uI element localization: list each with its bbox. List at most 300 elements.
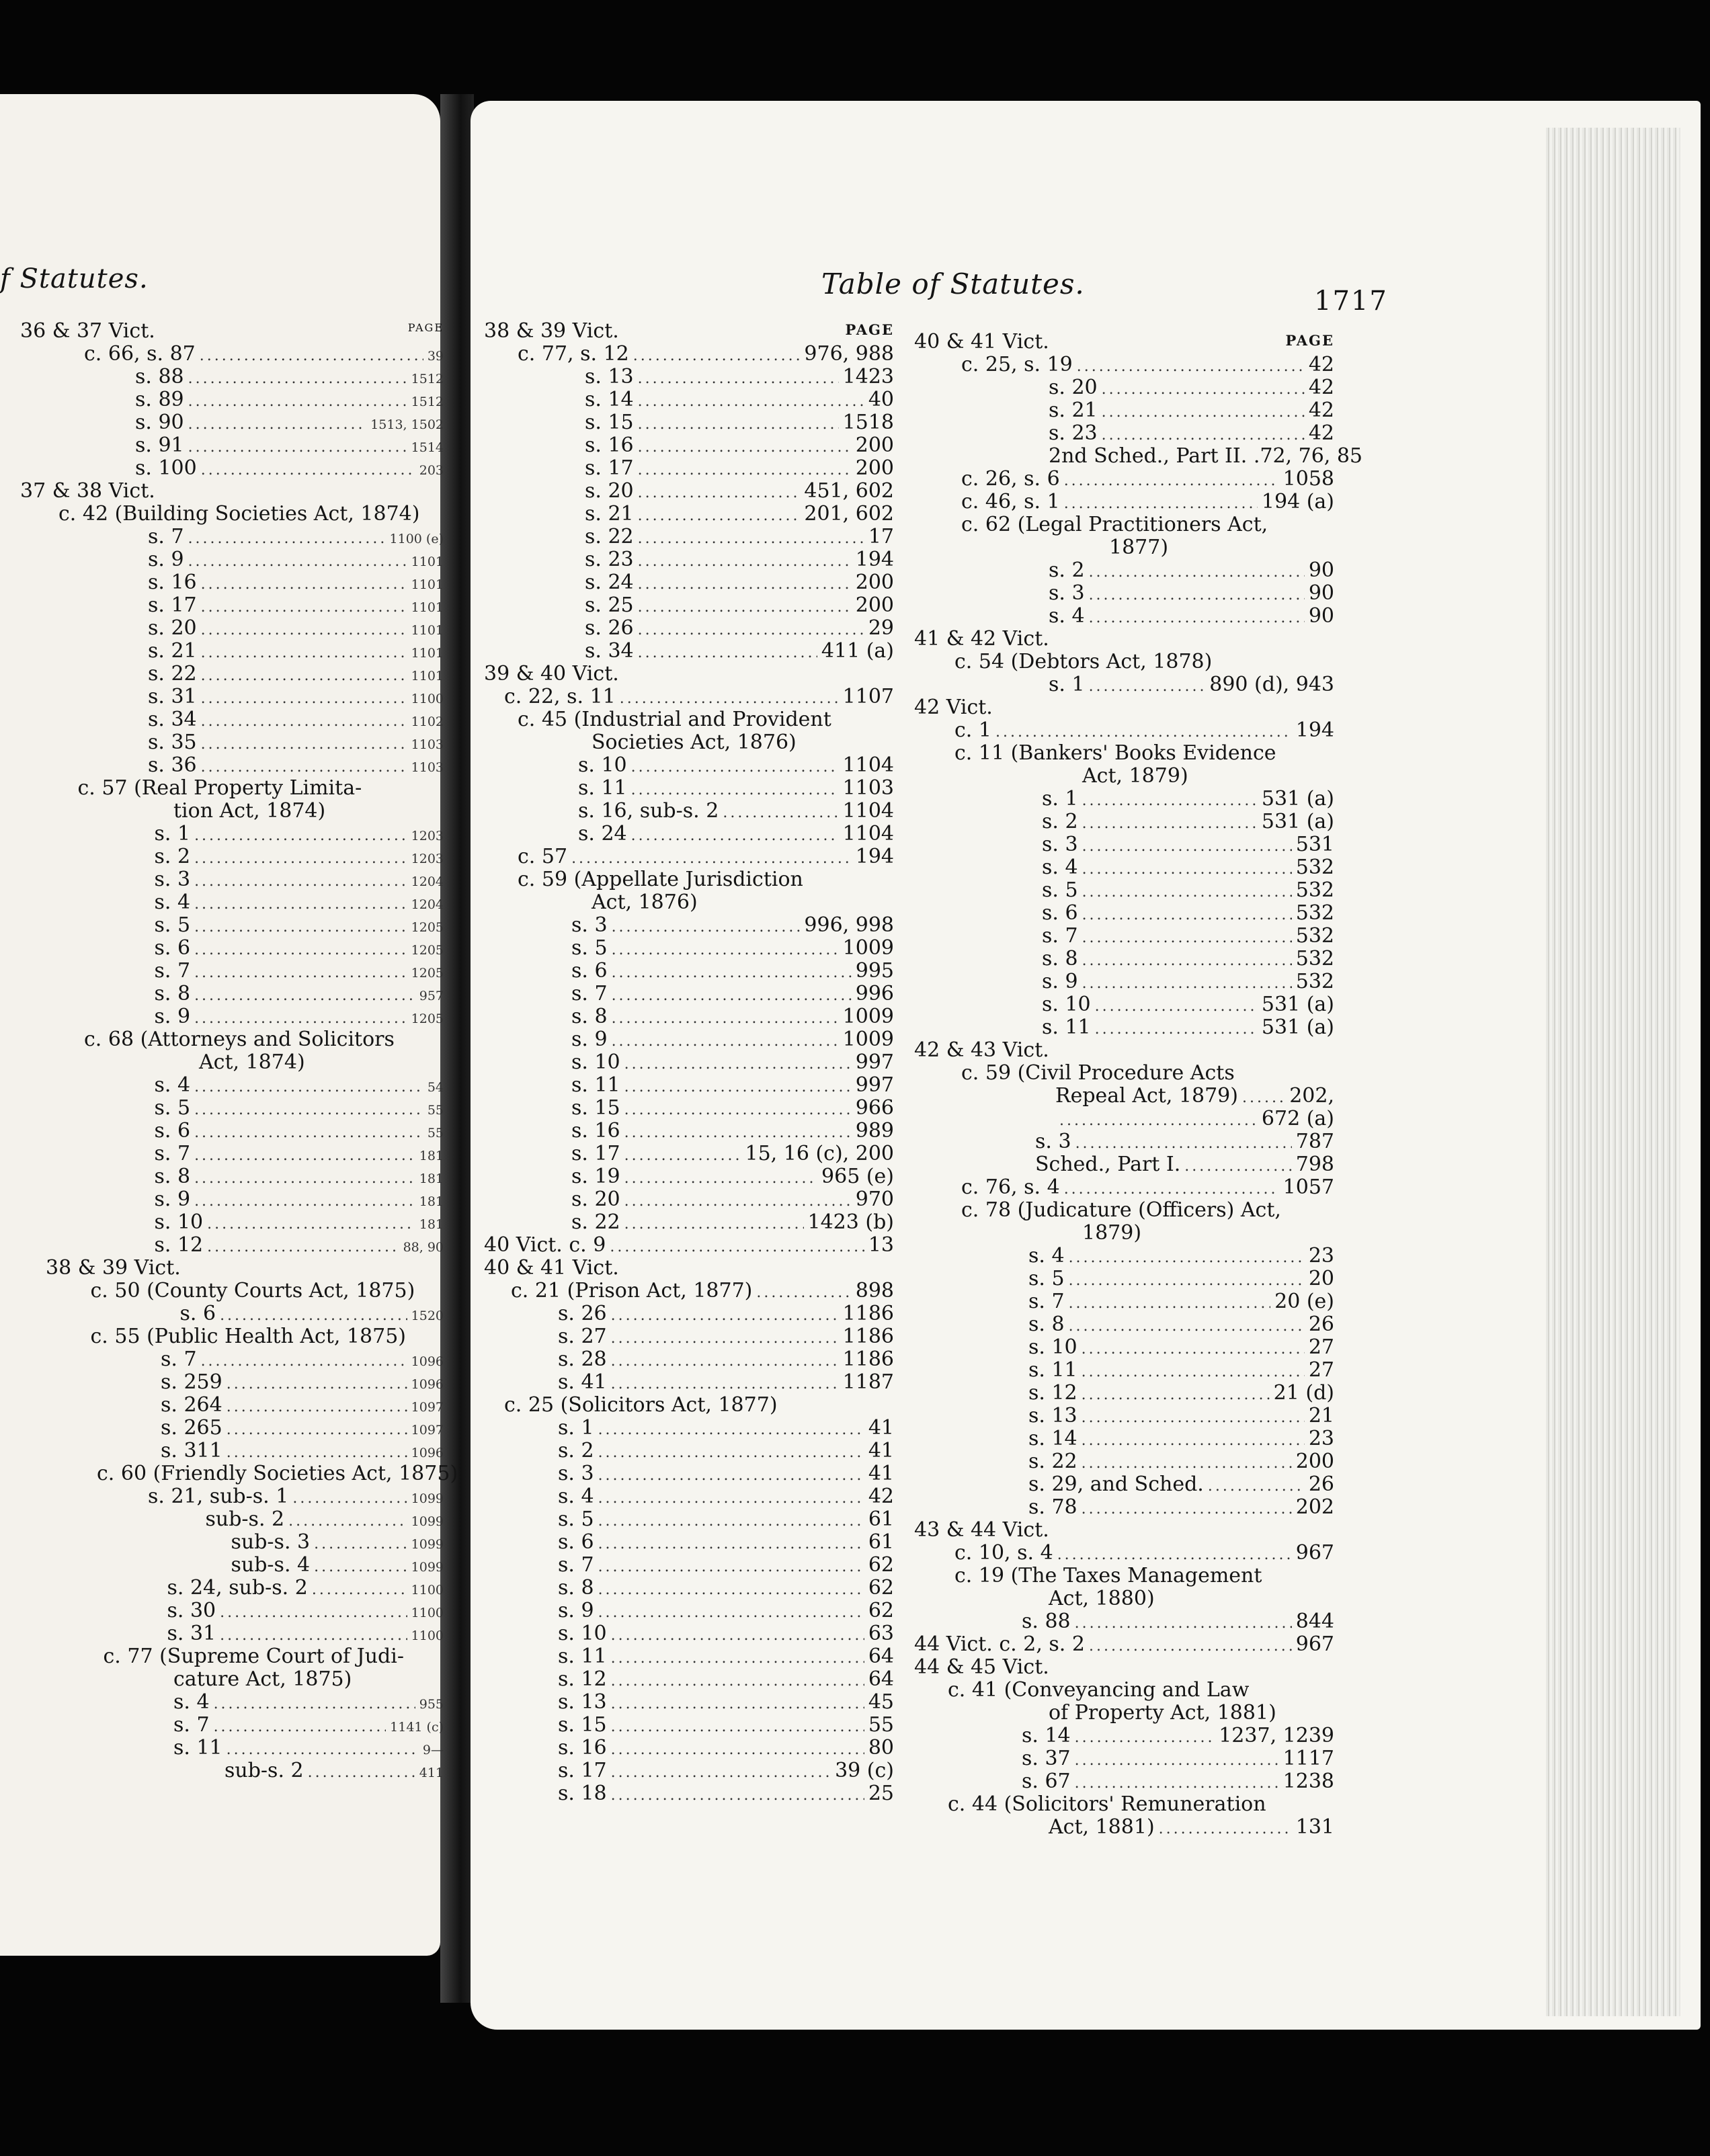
entry-page-ref: 200 (1295, 1450, 1334, 1473)
dot-leader (1102, 401, 1305, 424)
dot-leader (611, 1624, 864, 1647)
index-entry (914, 765, 1334, 788)
entry-page-ref: 531 (a) (1261, 993, 1334, 1016)
entry-label: c. 60 (Friendly Societies Act, 1875) (97, 1462, 458, 1485)
entry-label: s. 17 (585, 456, 634, 480)
index-entry (914, 673, 1334, 696)
index-entry (20, 594, 444, 617)
index-entry (914, 788, 1334, 811)
index-entry (914, 1153, 1334, 1176)
entry-page-ref: 997 (855, 1073, 894, 1097)
entry-label: s. 5 (1042, 878, 1078, 902)
index-entry (20, 1531, 444, 1554)
dot-leader (214, 1693, 415, 1716)
dot-leader (201, 733, 407, 756)
entry-label: Sched., Part I. (1035, 1153, 1181, 1176)
entry-page-ref: 976, 988 (804, 342, 894, 366)
entry-label: s. 34 (148, 708, 197, 731)
dot-leader (611, 1693, 864, 1716)
entry-page-ref: 996, 998 (804, 913, 894, 937)
dot-leader (620, 688, 839, 710)
dot-leader (598, 1419, 864, 1442)
entry-label: s. 21 (1049, 399, 1098, 422)
index-entry (20, 366, 444, 388)
entry-label: s. 16 (558, 1736, 607, 1759)
index-entry (914, 1587, 1334, 1610)
entry-label: s. 3 (558, 1462, 594, 1485)
entry-label: s. 6 (154, 1119, 191, 1143)
index-entry (914, 582, 1334, 605)
entry-label: c. 77 (Supreme Court of Judi- (103, 1645, 404, 1668)
entry-page-ref: 90 (1308, 604, 1334, 628)
dot-leader (598, 1533, 864, 1556)
entry-label: s. 29, and Sched. (1028, 1473, 1204, 1496)
index-entry (484, 1485, 894, 1508)
dot-leader (194, 1007, 407, 1030)
entry-page-ref: 1100 (411, 692, 444, 706)
entry-page-ref: 194 (855, 845, 894, 868)
entry-page-ref: 131 (1295, 1815, 1334, 1839)
index-entry (20, 503, 444, 526)
entry-label: c. 10, s. 4 (954, 1541, 1053, 1565)
entry-label: s. 41 (558, 1370, 607, 1394)
entry-label: s. 88 (1022, 1610, 1071, 1633)
index-entry (914, 1770, 1334, 1793)
dot-leader (638, 390, 864, 413)
entry-page-ref: 966 (855, 1096, 894, 1120)
entry-page-ref: 1186 (842, 1325, 894, 1348)
index-entry (484, 1417, 894, 1440)
entry-label: s. 36 (148, 753, 197, 777)
dot-leader (1077, 356, 1305, 378)
entry-label: s. 22 (1028, 1450, 1077, 1473)
index-entry (20, 1691, 444, 1714)
index-entry (20, 1440, 444, 1462)
index-entry (20, 1622, 444, 1645)
index-entry (20, 1554, 444, 1577)
dot-leader (194, 1122, 423, 1145)
entry-label: s. 7 (148, 525, 184, 548)
entry-page-ref: 201, 602 (804, 502, 894, 526)
index-entry (20, 1028, 444, 1051)
dot-leader (624, 1053, 852, 1076)
dot-leader (194, 825, 407, 847)
index-entry (20, 868, 444, 891)
index-entry (484, 708, 894, 731)
entry-page-ref: 532 (1295, 856, 1334, 879)
entry-page-ref: 1099 (411, 1514, 444, 1529)
dot-leader (1082, 927, 1292, 950)
index-entry (914, 1108, 1334, 1130)
entry-label: c. 25 (Solicitors Act, 1877) (504, 1393, 778, 1417)
index-entry (914, 902, 1334, 925)
entry-page-ref: 1101 (411, 623, 444, 638)
entry-label: s. 21, sub-s. 1 (148, 1485, 289, 1508)
entry-label: s. 13 (585, 365, 634, 388)
entry-page-ref: 1205 (411, 943, 444, 958)
entry-page-ref: 1518 (842, 411, 894, 434)
entry-label: s. 17 (558, 1759, 607, 1782)
entry-page-ref: 1204 (411, 897, 444, 912)
entry-label: Repeal Act, 1879) (1055, 1084, 1238, 1108)
dot-leader (220, 1624, 407, 1647)
entry-label: s. 2 (558, 1439, 594, 1462)
entry-page-ref: 531 (a) (1261, 787, 1334, 811)
index-entry (484, 1165, 894, 1188)
dot-leader (624, 1099, 852, 1122)
entry-label: s. 10 (1042, 993, 1091, 1016)
entry-label: s. 5 (1028, 1267, 1065, 1290)
entry-page-ref: 41 (868, 1462, 894, 1485)
entry-page-ref: 203 (419, 463, 444, 478)
index-entry (20, 960, 444, 983)
index-entry (484, 800, 894, 823)
dot-leader (1064, 1178, 1279, 1201)
entry-page-ref: 64 (868, 1667, 894, 1691)
dot-leader (638, 482, 801, 505)
entry-page-ref: 1100 (411, 1583, 444, 1598)
dot-leader (756, 1282, 851, 1304)
entry-label: s. 8 (154, 982, 191, 1005)
dot-leader (292, 1487, 407, 1510)
dot-leader (1082, 972, 1292, 995)
index-entry (914, 696, 1334, 719)
dot-leader (610, 1236, 864, 1259)
dot-leader (194, 1076, 423, 1099)
entry-label: s. 26 (585, 616, 634, 640)
index-entry (914, 1725, 1334, 1747)
dot-leader (638, 413, 839, 436)
entry-label: s. 24 (585, 571, 634, 594)
entry-page-ref: 1186 (842, 1302, 894, 1325)
dot-leader (188, 390, 407, 413)
index-entry (914, 742, 1334, 765)
entry-page-ref: 787 (1295, 1130, 1334, 1153)
entry-label: s. 1 (1049, 673, 1085, 696)
entry-label: s. 18 (558, 1782, 607, 1805)
entry-page-ref: 1204 (411, 874, 444, 889)
entry-label: s. 7 (173, 1713, 210, 1737)
index-entry (484, 868, 894, 891)
entry-page-ref: 890 (d), 943 (1209, 673, 1334, 696)
entry-label: s. 5 (558, 1507, 594, 1531)
entry-page-ref: 55 (427, 1103, 444, 1118)
entry-label: s. 15 (558, 1713, 607, 1737)
dot-leader (1075, 1132, 1292, 1155)
entry-label: s. 90 (135, 411, 184, 434)
index-entry (20, 663, 444, 686)
index-entry (20, 1577, 444, 1600)
entry-label: s. 264 (161, 1393, 222, 1417)
index-entry (914, 993, 1334, 1016)
dot-leader (1089, 607, 1305, 630)
dot-leader (598, 1510, 864, 1533)
entry-label: s. 9 (154, 1005, 191, 1028)
index-entry (20, 1394, 444, 1417)
index-entry (20, 914, 444, 937)
entry-label: c. 54 (Debtors Act, 1878) (954, 650, 1213, 673)
entry-page-ref: 55 (427, 1126, 444, 1141)
entry-label: s. 1 (558, 1416, 594, 1440)
statute-column-right: PAGE 40 & 41 Vict. c. 25, s. 19 ..... 42 s. 20 ..... 42 s. 21 ..... 42 s. 23 ..... 42 2nd Sched., Part II. .72, 76, 85 c. 26, s. 6 ..... 1058 c. 46, s. 1 ..... 194 (a) c. 62 (Legal Practitioners Act, 1877) s. 2 ..... 90 s. 3 ..... 90 s. 4 ..... 90 41 & 42 Vict. c. 54 (Debtors Act, 1878) s. 1 ..... 890 (d), 943 42 Vict. c. 1 ..... 194 c. 11 (Bankers' Books Evidence Act, 1879) s. 1 ..... 531 (a) s. 2 ..... 531 (a) s. 3 ..... 531 s. 4 ..... 532 s. 5 ..... 532 s. 6 ..... 532 s. 7 ..... 532 s. 8 ..... 532 s. 9 ..... 532 s. 10 ..... 531 (a) s. 11 ..... 531 (a) 42 & 43 Vict. c. 59 (Civil Procedure Acts Repeal Act, 1879) ..... 202, ..... 672 (a) s. 3 ..... 787 Sched., Part I. ..... 798 c. 76, s. 4 ..... 1057 c. 78 (Judicature (Officers) Act, 1879) s. 4 ..... 23 s. 5 ..... 20 s. 7 ..... 20 (e) s. 8 ..... 26 s. 10 ..... 27 s. 11 ..... 27 s. 12 ..... 21 (d) s. 13 ..... 21 s. 14 ..... 23 s. 22 ..... 200 s. 29, and Sched. ..... 26 s. 78 ..... 202 43 & 44 Vict. c. 10, s. 4 ..... 967 c. 19 (The Taxes Management Act, 1880) s. 88 ..... 844 44 Vict. c. 2, s. 2 ..... 967 44 & 45 Vict. c. 41 (Conveyancing and Law of Property Act, 1881) s. 14 ..... 1237, 1239 s. 37 ..... 1117 s. 67 ..... 1238 c. 44 (Solicitors' Remuneration Act, 1881) ..... 131 (914, 331, 1334, 1839)
entry-label: s. 20 (571, 1188, 620, 1211)
index-entry (914, 970, 1334, 993)
dot-leader (612, 1030, 839, 1053)
entry-label: s. 14 (585, 388, 634, 411)
entry-label: s. 6 (571, 959, 608, 983)
entry-label: s. 12 (558, 1667, 607, 1691)
index-entry (484, 937, 894, 960)
entry-label: 39 & 40 Vict. (484, 662, 619, 686)
index-entry (20, 548, 444, 571)
entry-page-ref: 1107 (842, 685, 894, 708)
index-entry (484, 823, 894, 845)
entry-page-ref: 27 (1308, 1335, 1334, 1359)
entry-label: s. 6 (1042, 901, 1078, 925)
index-entry (914, 856, 1334, 879)
entry-page-ref: 1101 (411, 577, 444, 592)
dot-leader (631, 756, 839, 779)
entry-label: c. 1 (954, 718, 991, 742)
entry-label: s. 11 (1042, 1015, 1091, 1039)
index-entry (484, 571, 894, 594)
index-entry (484, 1668, 894, 1691)
dot-leader (638, 550, 852, 573)
index-entry (20, 1051, 444, 1074)
index-entry (20, 983, 444, 1005)
entry-page-ref: 62 (868, 1599, 894, 1622)
index-entry (914, 1382, 1334, 1405)
entry-label: of Property Act, 1881) (1049, 1701, 1276, 1725)
dot-leader (1159, 1818, 1292, 1841)
entry-page-ref: 1187 (842, 1370, 894, 1394)
entry-page-ref: 39 (427, 349, 444, 364)
index-entry (484, 434, 894, 457)
entry-page-ref: 23 (1308, 1427, 1334, 1450)
dot-leader (624, 1190, 852, 1213)
index-entry (914, 422, 1334, 445)
dot-leader (1082, 1384, 1270, 1407)
dot-leader (624, 1167, 817, 1190)
index-entry (20, 1165, 444, 1188)
dot-leader (308, 1761, 415, 1784)
entry-page-ref: 41 (868, 1439, 894, 1462)
index-entry (20, 1211, 444, 1234)
entry-page-ref: 194 (a) (1261, 490, 1334, 513)
index-entry (20, 1759, 444, 1782)
entry-page-ref: 181 (419, 1171, 444, 1186)
dot-leader (201, 710, 407, 733)
dot-leader (1069, 1247, 1305, 1270)
index-entry (914, 1473, 1334, 1496)
index-entry (484, 1028, 894, 1051)
index-entry (20, 1371, 444, 1394)
entry-label: s. 2 (154, 845, 191, 868)
entry-page-ref: 1101 (411, 554, 444, 569)
dot-leader (611, 1647, 864, 1670)
entry-label: s. 265 (161, 1416, 222, 1440)
entry-label: s. 3 (1042, 833, 1078, 856)
dot-leader (633, 345, 801, 368)
dot-leader (723, 802, 838, 825)
entry-page-ref: 1205 (411, 920, 444, 935)
index-entry (914, 1496, 1334, 1519)
entry-page-ref: 1104 (842, 799, 894, 823)
dot-leader (598, 1556, 864, 1579)
entry-page-ref: 532 (1295, 970, 1334, 993)
entry-label: s. 9 (558, 1599, 594, 1622)
entry-label: 43 & 44 Vict. (914, 1518, 1049, 1542)
entry-label: Act, 1881) (1049, 1815, 1155, 1839)
entry-label: s. 22 (571, 1210, 620, 1234)
entry-label: s. 311 (161, 1439, 222, 1462)
index-entry (484, 617, 894, 640)
left-page-running-head: f Statutes. (0, 263, 149, 294)
dot-leader (612, 962, 852, 985)
dot-leader (1089, 561, 1305, 584)
entry-page-ref: 23 (1308, 1244, 1334, 1268)
entry-label: s. 24 (578, 822, 627, 845)
entry-page-ref: 1103 (411, 760, 444, 775)
index-entry (914, 1062, 1334, 1085)
entry-label: 44 Vict. c. 2, s. 2 (914, 1632, 1085, 1656)
index-entry (484, 548, 894, 571)
entry-label: sub-s. 2 (205, 1507, 285, 1531)
entry-page-ref: 1205 (411, 966, 444, 981)
dot-leader (194, 1145, 415, 1167)
dot-leader (194, 985, 415, 1007)
dot-leader (624, 1122, 852, 1145)
entry-label: s. 11 (578, 776, 627, 800)
running-head: Table of Statutes. (821, 267, 1085, 300)
entry-label: s. 11 (173, 1736, 222, 1759)
entry-label: s. 1 (1042, 787, 1078, 811)
index-entry (20, 845, 444, 868)
dot-leader (201, 459, 415, 482)
dot-leader (1082, 813, 1258, 835)
index-entry (20, 434, 444, 457)
index-entry (914, 1016, 1334, 1039)
dot-leader (598, 1487, 864, 1510)
entry-page-ref: 532 (1295, 878, 1334, 902)
dot-leader (188, 436, 407, 459)
dot-leader (611, 1739, 864, 1761)
entry-label: c. 57 (Real Property Limita- (77, 776, 362, 800)
dot-leader (611, 1327, 839, 1350)
index-entry (484, 1508, 894, 1531)
entry-label: s. 6 (154, 936, 191, 960)
dot-leader (227, 1739, 419, 1761)
dot-leader (194, 962, 407, 985)
entry-label: s. 7 (571, 982, 608, 1005)
entry-label: 2nd Sched., Part II. .72, 76, 85 (1049, 444, 1363, 468)
dot-leader (638, 436, 852, 459)
entry-page-ref: 45 (868, 1690, 894, 1714)
entry-label: s. 16 (148, 571, 197, 594)
entry-page-ref: 90 (1308, 558, 1334, 582)
dot-leader (624, 1076, 852, 1099)
index-entry (914, 628, 1334, 651)
entry-label: s. 4 (173, 1690, 210, 1714)
index-entry (484, 845, 894, 868)
dot-leader (638, 505, 801, 528)
dot-leader (1064, 493, 1258, 515)
index-entry (914, 1199, 1334, 1222)
entry-label: s. 8 (1028, 1313, 1065, 1336)
entry-label: s. 4 (1028, 1244, 1065, 1268)
index-entry (484, 777, 894, 800)
entry-label: 40 Vict. c. 9 (484, 1233, 606, 1257)
entry-page-ref: 532 (1295, 947, 1334, 970)
entry-page-ref: 1099 (411, 1560, 444, 1575)
index-entry (484, 1577, 894, 1600)
entry-page-ref: 54 (427, 1080, 444, 1095)
entry-page-ref: 1423 (b) (807, 1210, 894, 1234)
index-entry (20, 1302, 444, 1325)
entry-page-ref: 63 (868, 1622, 894, 1645)
entry-label: c. 57 (518, 845, 568, 868)
dot-leader (1075, 1772, 1279, 1795)
entry-page-ref: 62 (868, 1576, 894, 1600)
entry-page-ref: 1423 (842, 365, 894, 388)
entry-page-ref: 1096 (411, 1377, 444, 1392)
entry-label: s. 89 (135, 388, 184, 411)
index-entry (20, 480, 444, 503)
dot-leader (1082, 1407, 1305, 1429)
entry-page-ref: 997 (855, 1050, 894, 1074)
entry-label: sub-s. 3 (231, 1530, 311, 1554)
index-entry (20, 1737, 444, 1759)
dot-leader (201, 619, 407, 642)
dot-leader (638, 528, 864, 550)
index-entry (914, 1633, 1334, 1656)
dot-leader (611, 1784, 864, 1807)
entry-label: c. 55 (Public Health Act, 1875) (90, 1325, 406, 1348)
entry-page-ref: 1512 (411, 395, 444, 409)
entry-page-ref: 1186 (842, 1348, 894, 1371)
entry-label: s. 6 (179, 1302, 216, 1325)
entry-label: s. 10 (1028, 1335, 1077, 1359)
page-number: 1717 (1314, 286, 1388, 317)
entry-page-ref: 200 (855, 433, 894, 457)
index-entry (20, 823, 444, 845)
entry-page-ref: 1102 (411, 714, 444, 729)
dot-leader (638, 642, 817, 665)
index-entry (914, 605, 1334, 628)
dot-leader (1082, 881, 1292, 904)
entry-page-ref: 42 (1308, 421, 1334, 445)
dot-leader (194, 1190, 415, 1213)
index-entry (914, 879, 1334, 902)
entry-page-ref: 965 (e) (821, 1165, 894, 1188)
index-entry (484, 1622, 894, 1645)
dot-leader (1082, 904, 1292, 927)
index-entry (20, 1005, 444, 1028)
index-entry (20, 411, 444, 434)
entry-label: s. 12 (154, 1233, 204, 1257)
entry-page-ref: 967 (1295, 1541, 1334, 1565)
index-entry (914, 1222, 1334, 1245)
book-gutter (440, 94, 474, 2003)
dot-leader (638, 619, 864, 642)
entry-page-ref: 194 (855, 548, 894, 571)
entry-page-ref: 41 (868, 1416, 894, 1440)
entry-label: s. 78 (1028, 1495, 1077, 1519)
index-entry (20, 1508, 444, 1531)
entry-label: s. 16 (571, 1119, 620, 1143)
dot-leader (612, 916, 801, 939)
dot-leader (1089, 584, 1305, 607)
